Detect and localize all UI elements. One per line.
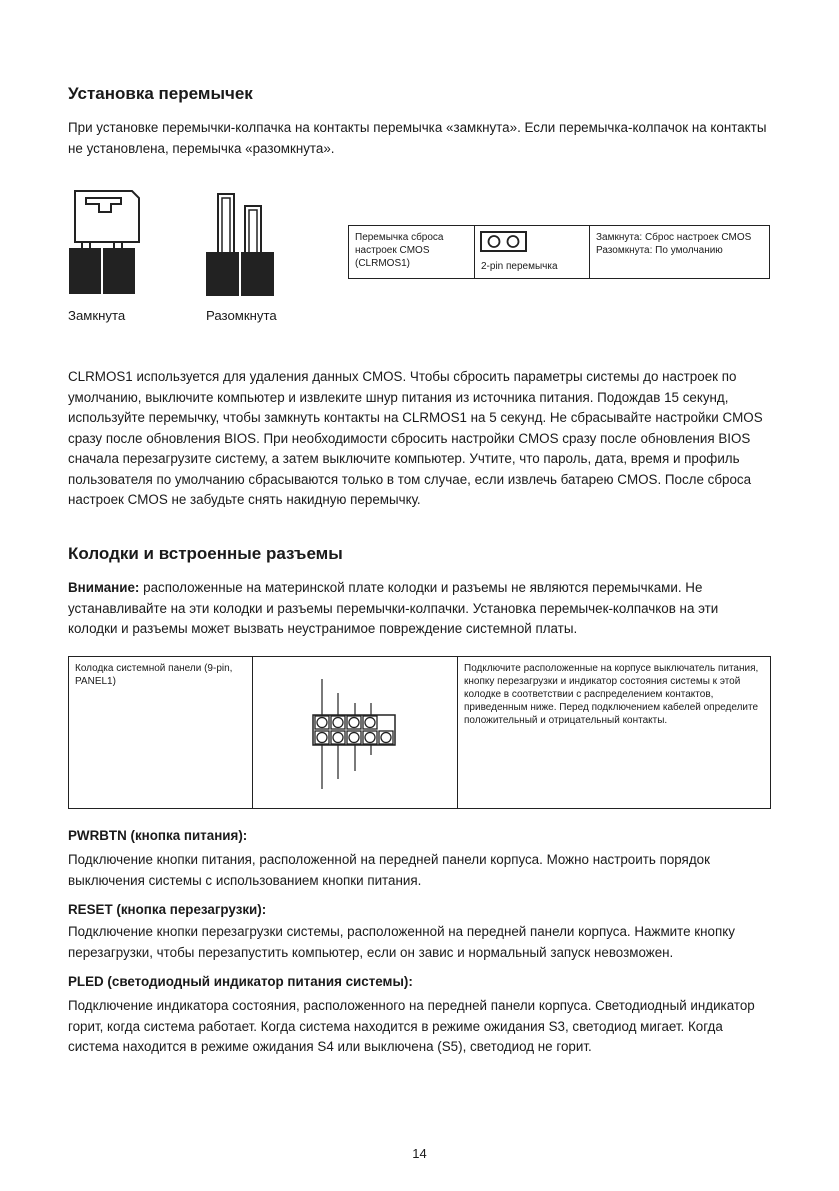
panel-table	[68, 656, 771, 809]
clrmos-table	[348, 225, 770, 279]
clrmos-pin-label: 2-pin перемычка	[481, 261, 558, 272]
reset-title: RESET (кнопка перезагрузки):	[68, 902, 267, 917]
section-title-headers: Колодки и встроенные разъемы	[68, 544, 343, 563]
open-jumper-icon	[203, 186, 279, 300]
closed-jumper-icon	[66, 186, 146, 300]
jumper-intro: При установке перемычки-колпачка на контакты перемычка «замкнута». Если перемычка-колпачок на контакты не установлена, перемычка «разомкнута».	[68, 120, 767, 156]
pled-title: PLED (светодиодный индикатор питания системы):	[68, 974, 413, 989]
section-title-jumpers: Установка перемычек	[68, 84, 253, 103]
open-jumper-label: Разомкнута	[206, 308, 277, 323]
pwrbtn-text: Подключение кнопки питания, расположенной на передней панели корпуса. Можно настроить порядок выключения системы с использованием кнопки питания.	[68, 852, 710, 888]
pwrbtn-title: PWRBTN (кнопка питания):	[68, 828, 248, 843]
clrmos-name: Перемычка сброса настроек CMOS (CLRMOS1)	[349, 226, 475, 279]
two-pin-jumper-icon	[480, 231, 528, 253]
warning-paragraph	[68, 578, 770, 640]
warning-label: Внимание:	[68, 580, 140, 595]
reset-text: Подключение кнопки перезагрузки системы, расположенной на передней панели корпуса. Нажмите кнопку перезагрузки, чтобы перезапустить компьютер, если он завис и нормальный запуск невозможен.	[68, 924, 735, 960]
pled-text: Подключение индикатора состояния, расположенного на передней панели корпуса. Светодиодный индикатор горит, когда система работает. Когда система находится в режиме ожидания S3, светодиод мигает. Когда система находится в режиме ожидания S4 или выключена (S5), светодиод не горит.	[68, 998, 755, 1054]
panel-diagram-cell	[253, 657, 458, 809]
clrmos-body: CLRMOS1 используется для удаления данных CMOS. Чтобы сбросить параметры системы до настроек по умолчанию, выключите компьютер и извлеките шнур питания из источника питания. Подождав 15 секунд, используйте перемычку, чтобы замкнуть контакты на CLRMOS1 на 5 секунд. Не сбрасывайте настройки CMOS сразу после обновления BIOS. При необходимости сбросить настройки CMOS сразу после обновления BIOS сначала перезагрузите систему, а затем выключите компьютер. Учтите, что пароль, дата, время и профиль пользователя по умолчанию сбрасываются только в том случае, если извлечь батарею CMOS. После сброса настроек CMOS не забудьте снять накидную перемычку.	[68, 369, 763, 507]
warning-text: расположенные на материнской плате колодки и разъемы не являются перемычками. Не устанавливайте на эти колодки и разъемы перемычки-колпачки. Установка перемычек-колпачков на эти колодки и разъемы может вызвать неустранимое повреждение системной платы.	[68, 580, 719, 636]
panel-name: Колодка системной панели (9-pin, PANEL1)	[69, 657, 253, 809]
page-number: 14	[412, 1146, 427, 1161]
clrmos-desc: Замкнута: Сброс настроек CMOS Разомкнута: По умолчанию	[590, 226, 770, 279]
clrmos-pin-cell	[475, 226, 590, 279]
panel-header-diagram	[297, 677, 407, 807]
closed-jumper-label: Замкнута	[68, 308, 126, 323]
panel-desc: Подключите расположенные на корпусе выключатель питания, кнопку перезагрузки и индикатор состояния системы к этой колодке в соответствии с распределением контактов, приведенным ниже. Перед подключением кабелей определите положительный и отрицательный контакты.	[458, 657, 771, 809]
